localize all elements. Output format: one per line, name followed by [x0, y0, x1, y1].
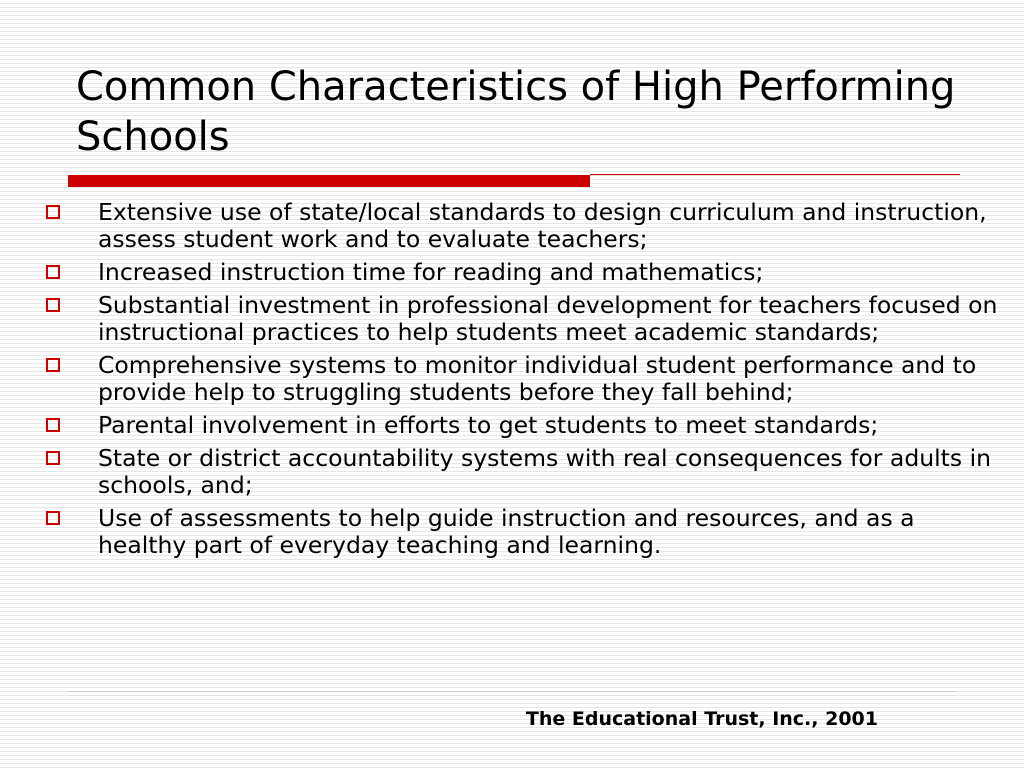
- bullet-text: Increased instruction time for reading and mathematics;: [98, 258, 764, 286]
- bullet-item: [46, 292, 1006, 346]
- hollow-square-icon: [46, 205, 60, 219]
- slide-title: Common Characteristics of High Performing Schools: [76, 64, 956, 160]
- footer-divider: [68, 691, 956, 692]
- bullet-item: [46, 445, 1006, 499]
- hollow-square-icon: [46, 418, 60, 432]
- bullet-item: [46, 505, 1006, 559]
- bullet-text: State or district accountability systems with real consequences for adults in schools, and;: [98, 444, 992, 499]
- bullet-item: [46, 352, 1006, 406]
- bullet-text: Parental involvement in efforts to get students to meet standards;: [98, 411, 879, 439]
- hollow-square-icon: [46, 511, 60, 525]
- bullet-text: Comprehensive systems to monitor individual student performance and to provide help to struggling students before they fall behind;: [98, 351, 977, 406]
- title-underline-line: [590, 174, 960, 175]
- title-underline-bar: [68, 175, 590, 187]
- hollow-square-icon: [46, 358, 60, 372]
- hollow-square-icon: [46, 265, 60, 279]
- bullet-text: Use of assessments to help guide instruction and resources, and as a healthy part of everyday teaching and learning.: [98, 504, 915, 559]
- hollow-square-icon: [46, 451, 60, 465]
- bullet-text: Extensive use of state/local standards to design curriculum and instruction, assess student work and to evaluate teachers;: [98, 198, 987, 253]
- bullet-item: [46, 412, 1006, 439]
- bullet-item: [46, 259, 1006, 286]
- bullet-text: Substantial investment in professional development for teachers focused on instructional practices to help students meet academic standards;: [98, 291, 998, 346]
- bullet-item: [46, 199, 1006, 253]
- bullet-list: [46, 199, 1006, 565]
- citation: The Educational Trust, Inc., 2001: [525, 708, 878, 730]
- hollow-square-icon: [46, 298, 60, 312]
